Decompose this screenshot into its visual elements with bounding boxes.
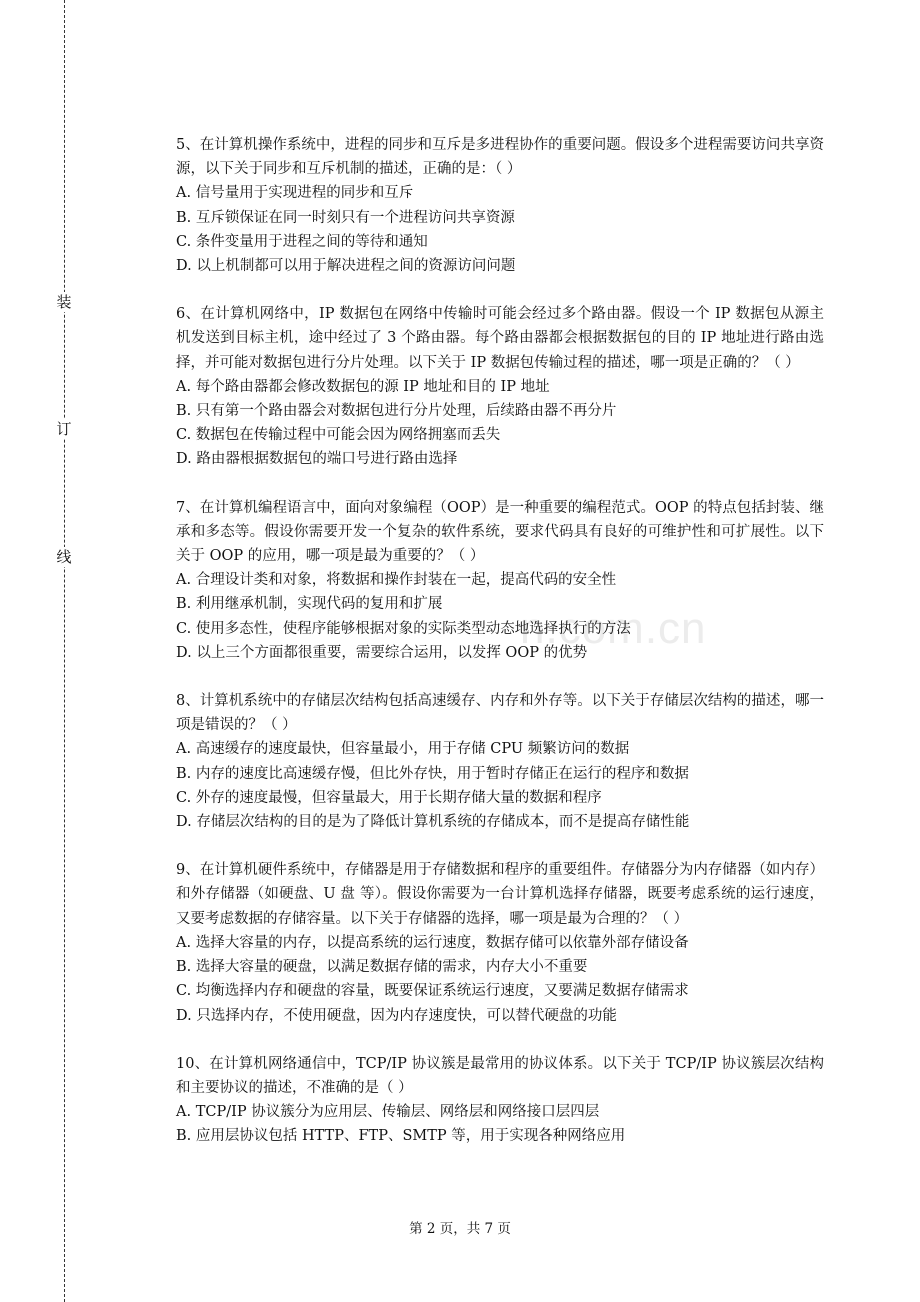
binding-dashed-line [64, 0, 65, 1302]
question-block [176, 858, 824, 1027]
answer-option: C. 条件变量用于进程之间的等待和通知 [176, 233, 428, 250]
binding-char-ding: 订 [56, 420, 72, 438]
watermark: n.com.cn [520, 604, 707, 653]
question-stem: 10、在计算机网络通信中，TCP/IP 协议簇是最常用的协议体系。以下关于 TCP/IP 协议簇层次结构和主要协议的描述，不准确的是（ ） [176, 1055, 824, 1096]
question-list [176, 133, 824, 1173]
binding-char-zhuang: 装 [56, 293, 72, 311]
answer-option: D. 以上三个方面都很重要，需要综合运用，以发挥 OOP 的优势 [176, 644, 588, 661]
question-stem: 6、在计算机网络中，IP 数据包在网络中传输时可能会经过多个路由器。假设一个 IP 数据包从源主机发送到目标主机，途中经过了 3 个路由器。每个路由器都会根据数据包的目的 IP 地址进行路由选择，并可能对数据包进行分片处理。以下关于 IP 数据包传输过程的描述，哪一项是正确的？（ ） [176, 306, 824, 371]
question-block [176, 689, 824, 834]
answer-option: B. 利用继承机制，实现代码的复用和扩展 [176, 596, 443, 613]
page-number: 第 2 页，共 7 页 [409, 1221, 511, 1237]
question-stem: 8、计算机系统中的存储层次结构包括高速缓存、内存和外存等。以下关于存储层次结构的描述，哪一项是错误的？（ ） [176, 693, 824, 734]
answer-option: C. 数据包在传输过程中可能会因为网络拥塞而丢失 [176, 427, 501, 444]
answer-option: B. 应用层协议包括 HTTP、FTP、SMTP 等，用于实现各种网络应用 [176, 1128, 626, 1145]
question-block [176, 1052, 824, 1149]
answer-option: B. 互斥锁保证在同一时刻只有一个进程访问共享资源 [176, 209, 515, 226]
answer-option: A. 合理设计类和对象，将数据和操作封装在一起，提高代码的安全性 [176, 572, 617, 589]
question-stem: 5、在计算机操作系统中，进程的同步和互斥是多进程协作的重要问题。假设多个进程需要访问共享资源，以下关于同步和互斥机制的描述，正确的是：（ ） [176, 137, 824, 178]
question-stem: 7、在计算机编程语言中，面向对象编程（OOP）是一种重要的编程范式。OOP 的特点包括封装、继承和多态等。假设你需要开发一个复杂的软件系统，要求代码具有良好的可维护性和可扩展性。以下关于 OOP 的应用，哪一项是最为重要的？（ ） [176, 499, 824, 565]
answer-option: D. 只选择内存，不使用硬盘，因为内存速度快，可以替代硬盘的功能 [176, 1007, 617, 1024]
answer-option: A. 选择大容量的内存，以提高系统的运行速度，数据存储可以依靠外部存储设备 [176, 934, 689, 951]
question-block [176, 302, 824, 471]
answer-option: D. 存储层次结构的目的是为了降低计算机系统的存储成本，而不是提高存储性能 [176, 814, 690, 831]
answer-option: D. 路由器根据数据包的端口号进行路由选择 [176, 451, 458, 468]
answer-option: A. 高速缓存的速度最快，但容量最小，用于存储 CPU 频繁访问的数据 [176, 741, 630, 758]
question-block [176, 496, 824, 665]
answer-option: B. 选择大容量的硬盘，以满足数据存储的需求，内存大小不重要 [176, 959, 588, 976]
answer-option: A. 每个路由器都会修改数据包的源 IP 地址和目的 IP 地址 [176, 378, 550, 395]
answer-option: B. 只有第一个路由器会对数据包进行分片处理，后续路由器不再分片 [176, 403, 617, 420]
answer-option: A. TCP/IP 协议簇分为应用层、传输层、网络层和网络接口层四层 [176, 1104, 600, 1121]
answer-option: C. 使用多态性，使程序能够根据对象的实际类型动态地选择执行的方法 [176, 620, 631, 637]
answer-option: C. 外存的速度最慢，但容量最大，用于长期存储大量的数据和程序 [176, 789, 602, 806]
binding-char-xian: 线 [56, 548, 72, 566]
question-block [176, 133, 824, 278]
answer-option: C. 均衡选择内存和硬盘的容量，既要保证系统运行速度，又要满足数据存储需求 [176, 983, 689, 1000]
answer-option: D. 以上机制都可以用于解决进程之间的资源访问问题 [176, 258, 516, 275]
answer-option: B. 内存的速度比高速缓存慢，但比外存快，用于暂时存储正在运行的程序和数据 [176, 765, 689, 782]
question-stem: 9、在计算机硬件系统中，存储器是用于存储数据和程序的重要组件。存储器分为内存储器（如内存）和外存储器（如硬盘、U 盘 等）。假设你需要为一台计算机选择存储器，既要考虑系统的运行速度，又要考虑数据的存储容量。以下关于存储器的选择，哪一项是最为合理的？（ ） [176, 862, 824, 927]
answer-option: A. 信号量用于实现进程的同步和互斥 [176, 185, 414, 202]
